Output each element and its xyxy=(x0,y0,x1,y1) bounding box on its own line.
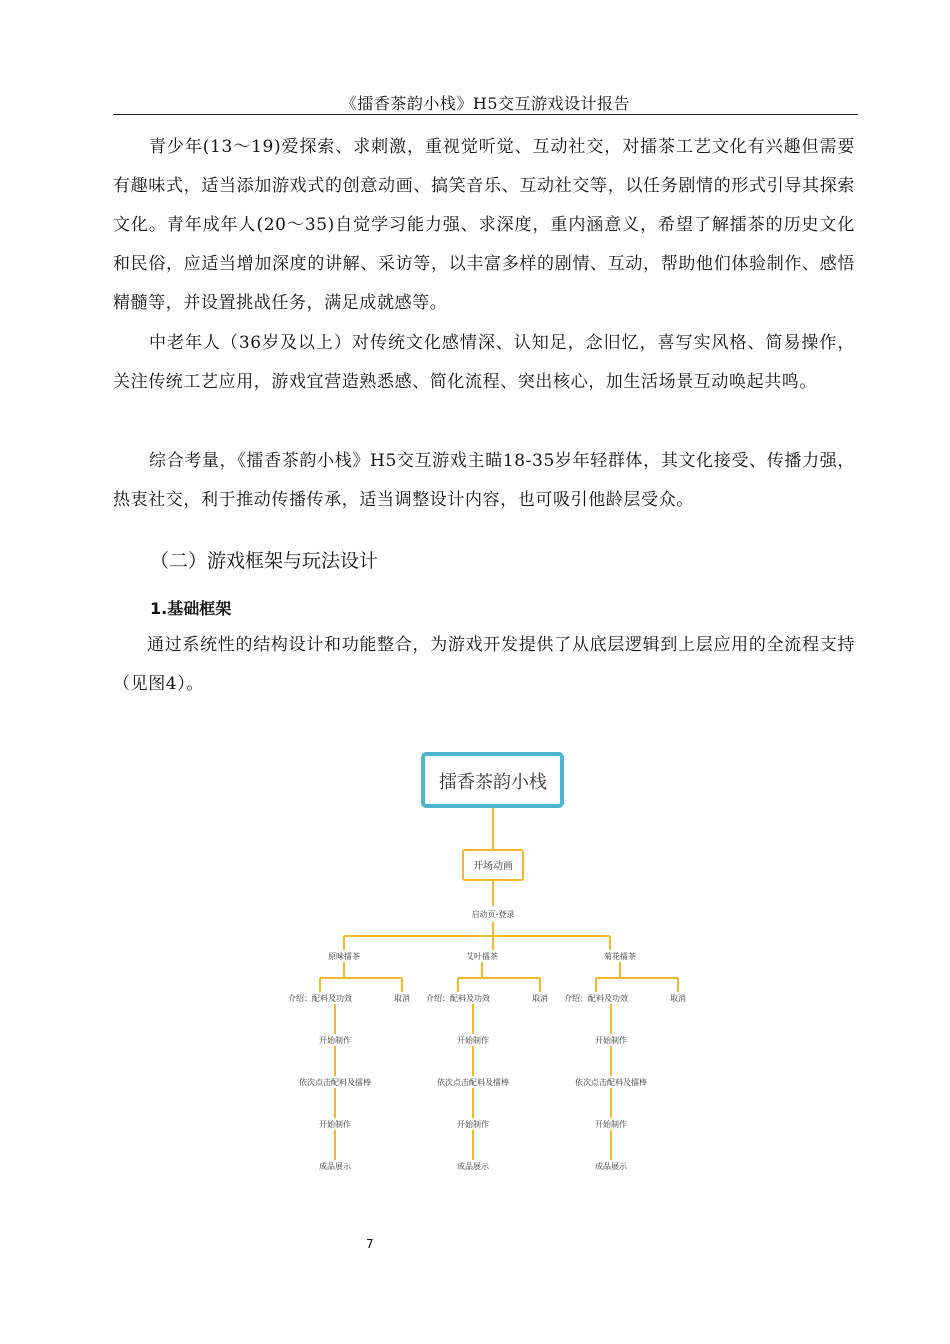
launch-node-label: 启动页-登录 xyxy=(471,910,515,919)
click-node: 依次点击配料及擂棒 xyxy=(575,1078,647,1087)
start2-node: 开始制作 xyxy=(457,1120,489,1129)
result-node: 成品展示 xyxy=(595,1162,627,1171)
section-heading: （二）游戏框架与玩法设计 xyxy=(150,550,379,572)
game-framework-diagram xyxy=(280,740,700,1190)
result-node: 成品展示 xyxy=(457,1162,489,1171)
start2-node: 开始制作 xyxy=(595,1120,627,1129)
result-node: 成品展示 xyxy=(319,1162,351,1171)
opening-node-label: 开场动画 xyxy=(473,861,513,872)
start-node: 开始制作 xyxy=(319,1036,351,1045)
start-node: 开始制作 xyxy=(595,1036,627,1045)
branch-name: 艾叶擂茶 xyxy=(466,952,498,961)
cancel-node: 取消 xyxy=(670,994,686,1003)
paragraph-summary: 综合考量，《擂香茶韵小栈》H5交互游戏主瞄18-35岁年轻群体，其文化接受、传播力强，热衷社交，利于推动传播传承，适当调整设计内容，也可吸引他龄层受众。 xyxy=(113,451,855,510)
paragraph-framework: 通过系统性的结构设计和功能整合，为游戏开发提供了从底层逻辑到上层应用的全流程支持（见图4）。 xyxy=(113,635,855,694)
intro-node: 介绍：配料及功效 xyxy=(564,994,628,1003)
intro-node: 介绍：配料及功效 xyxy=(288,994,352,1003)
click-node: 依次点击配料及擂棒 xyxy=(299,1078,371,1087)
paragraph-youth: 青少年(13～19)爱探索、求刺激，重视觉听觉、互动社交，对擂茶工艺文化有兴趣但需要有趣味式，适当添加游戏式的创意动画、搞笑音乐、互动社交等，以任务剧情的形式引导其探索文化。青年成年人(20～35)自觉学习能力强、求深度，重内涵意义，希望了解擂茶的历史文化和民俗，应适当增加深度的讲解、采访等，以丰富多样的剧情、互动，帮助他们体验制作、感悟精髓等，并设置挑战任务，满足成就感等。 xyxy=(113,137,855,313)
root-node-label: 擂香茶韵小栈 xyxy=(439,772,547,793)
branch-chrysanthemum xyxy=(564,951,686,1171)
branch-mugwort xyxy=(426,951,548,1171)
branch-original xyxy=(288,951,410,1171)
click-node: 依次点击配料及擂棒 xyxy=(437,1078,509,1087)
cancel-node: 取消 xyxy=(394,994,410,1003)
start-node: 开始制作 xyxy=(457,1036,489,1045)
header-rule xyxy=(113,114,858,115)
page-header-title: 《擂香茶韵小栈》H5交互游戏设计报告 xyxy=(340,94,631,113)
branch-name: 菊花擂茶 xyxy=(604,952,636,961)
subsection-heading: 1.基础框架 xyxy=(150,599,232,618)
cancel-node: 取消 xyxy=(532,994,548,1003)
page-number: 7 xyxy=(366,1237,374,1251)
start2-node: 开始制作 xyxy=(319,1120,351,1129)
paragraph-elderly: 中老年人（36岁及以上）对传统文化感情深、认知足，念旧忆，喜写实风格、简易操作，关注传统工艺应用，游戏宜营造熟悉感、简化流程、突出核心，加生活场景互动唤起共鸣。 xyxy=(113,333,855,392)
branch-name: 原味擂茶 xyxy=(328,952,360,961)
intro-node: 介绍：配料及功效 xyxy=(426,994,490,1003)
